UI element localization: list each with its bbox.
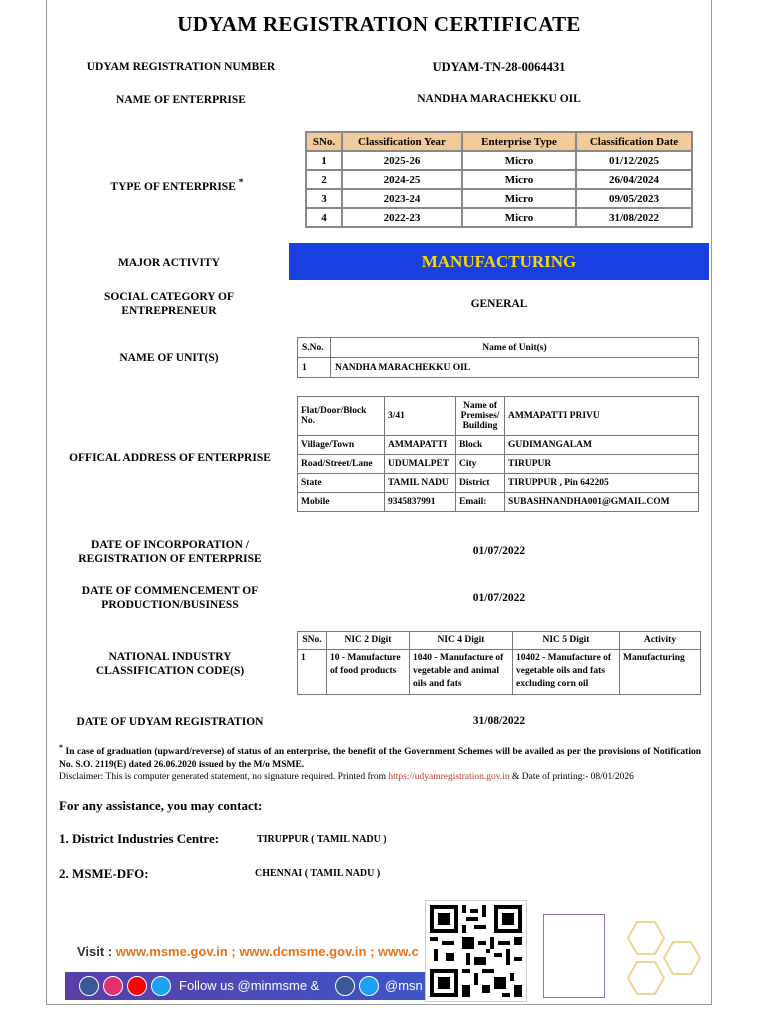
- table-cell: City: [456, 455, 505, 474]
- table-cell: 2: [306, 170, 342, 189]
- table-cell: 2025-26: [342, 151, 462, 170]
- table-cell: District: [456, 474, 505, 493]
- table-cell: AMMAPATTI PRIVU: [505, 397, 699, 436]
- type-of-enterprise-label: [77, 176, 277, 194]
- table-cell: Name of Premises/ Building: [456, 397, 505, 436]
- udyam-date-value: 31/08/2022: [472, 715, 526, 727]
- follow-suffix: @msn: [385, 978, 423, 993]
- table-cell: 26/04/2024: [576, 170, 692, 189]
- table-row: [298, 358, 699, 378]
- table-cell: Flat/Door/Block No.: [298, 397, 385, 436]
- dic-label: 1. District Industries Centre:: [59, 831, 220, 846]
- table-cell: 10402 - Manufacture of vegetable oils and fats excluding corn oil: [513, 650, 620, 695]
- table-cell: TAMIL NADU: [385, 474, 456, 493]
- classification-header-row: [306, 132, 692, 151]
- table-row: [298, 493, 699, 512]
- address-table: [297, 396, 699, 512]
- table-cell: Micro: [462, 170, 576, 189]
- twitter-icon[interactable]: [151, 976, 171, 996]
- reg-number-value: UDYAM-TN-28-0064431: [432, 60, 566, 74]
- table-row: [298, 338, 699, 358]
- table-cell: Road/Street/Lane: [298, 455, 385, 474]
- incorporation-line2: REGISTRATION OF ENTERPRISE: [78, 553, 262, 565]
- units-table: [297, 337, 699, 378]
- certificate-title: UDYAM REGISTRATION CERTIFICATE: [177, 12, 581, 36]
- type-label-text: TYPE OF ENTERPRISE: [110, 180, 236, 193]
- nic-label-line2: CLASSIFICATION CODE(S): [95, 665, 245, 677]
- table-cell: State: [298, 474, 385, 493]
- enterprise-name-label: NAME OF ENTERPRISE: [116, 94, 246, 106]
- unit-name-label: NAME OF UNIT(S): [119, 352, 219, 364]
- table-row: [298, 397, 699, 436]
- table-cell: Activity: [620, 632, 701, 650]
- classification-header: Classification Date: [576, 132, 692, 151]
- table-row: [306, 170, 692, 189]
- table-cell: NIC 5 Digit: [513, 632, 620, 650]
- table-cell: SUBASHNANDHA001@GMAIL.COM: [505, 493, 699, 512]
- visit-urls[interactable]: www.msme.gov.in ; www.dcmsme.gov.in ; www.c: [115, 944, 419, 959]
- table-cell: 1: [298, 650, 327, 695]
- incorporation-line1: DATE OF INCORPORATION /: [91, 539, 249, 551]
- classification-header: Classification Year: [342, 132, 462, 151]
- table-cell: 1: [306, 151, 342, 170]
- visit-line: [77, 944, 419, 959]
- nic-table: [297, 631, 701, 695]
- table-cell: SNo.: [298, 632, 327, 650]
- table-cell: Micro: [462, 151, 576, 170]
- table-cell: Mobile: [298, 493, 385, 512]
- table-cell: NANDHA MARACHEKKU OIL: [331, 358, 699, 378]
- disclaimer-suffix: & Date of printing:- 08/01/2026: [512, 772, 634, 782]
- table-cell: Micro: [462, 208, 576, 227]
- table-cell: Village/Town: [298, 436, 385, 455]
- table-cell: 1: [298, 358, 331, 378]
- address-label: OFFICAL ADDRESS OF ENTERPRISE: [69, 452, 271, 464]
- disclaimer: [59, 772, 709, 782]
- table-cell: 10 - Manufacture of food products: [327, 650, 410, 695]
- table-cell: 1040 - Manufacture of vegetable and animal oils and fats: [410, 650, 513, 695]
- table-cell: Manufacturing: [620, 650, 701, 695]
- table-cell: 09/05/2023: [576, 189, 692, 208]
- instagram-icon[interactable]: [103, 976, 123, 996]
- table-row: [298, 650, 701, 695]
- visit-label: Visit :: [77, 944, 113, 959]
- signature-box: [543, 914, 605, 998]
- table-cell: GUDIMANGALAM: [505, 436, 699, 455]
- table-cell: Email:: [456, 493, 505, 512]
- table-cell: 2022-23: [342, 208, 462, 227]
- social-category-label: [61, 290, 277, 318]
- twitter-icon[interactable]: [359, 976, 379, 996]
- classification-table: [305, 131, 693, 228]
- table-cell: TIRUPUR: [505, 455, 699, 474]
- table-cell: 4: [306, 208, 342, 227]
- table-cell: 9345837991: [385, 493, 456, 512]
- table-row: [298, 436, 699, 455]
- major-activity-label: MAJOR ACTIVITY: [118, 257, 220, 269]
- table-cell: NIC 2 Digit: [327, 632, 410, 650]
- table-row: [298, 474, 699, 493]
- incorporation-value: 01/07/2022: [472, 545, 526, 557]
- table-cell: 2024-25: [342, 170, 462, 189]
- table-cell: 31/08/2022: [576, 208, 692, 227]
- dfo-label: 2. MSME-DFO:: [59, 866, 149, 881]
- social-category-line2: ENTREPRENEUR: [121, 305, 217, 317]
- nic-label-line1: NATIONAL INDUSTRY: [108, 651, 232, 663]
- disclaimer-prefix: Disclaimer: This is computer generated statement, no signature required. Printed from: [59, 772, 386, 782]
- table-row: [306, 189, 692, 208]
- commencement-label: [57, 584, 283, 612]
- commencement-value: 01/07/2022: [472, 592, 526, 604]
- commencement-line2: PRODUCTION/BUSINESS: [101, 599, 239, 611]
- commencement-line1: DATE OF COMMENCEMENT OF: [81, 585, 259, 597]
- table-cell: NIC 4 Digit: [410, 632, 513, 650]
- assistance-heading: For any assistance, you may contact:: [59, 798, 263, 813]
- table-row: [306, 208, 692, 227]
- facebook-icon[interactable]: [79, 976, 99, 996]
- table-cell: 2023-24: [342, 189, 462, 208]
- table-cell: Micro: [462, 189, 576, 208]
- youtube-icon[interactable]: [127, 976, 147, 996]
- udyam-date-label: DATE OF UDYAM REGISTRATION: [76, 716, 264, 728]
- reg-number-label: UDYAM REGISTRATION NUMBER: [86, 61, 276, 73]
- hexagon-decoration: [607, 912, 711, 1004]
- table-row: [306, 151, 692, 170]
- table-row: [298, 455, 699, 474]
- table-cell: Name of Unit(s): [331, 338, 699, 358]
- note-text: In case of graduation (upward/reverse) of status of an enterprise, the benefit of the Government Schemes will be availed as per the provisions of Notification No. S.O. 2119(E) dated 26.06.2020 issued by the M/o MSME.: [59, 747, 701, 771]
- table-cell: S.No.: [298, 338, 331, 358]
- facebook-icon[interactable]: [335, 976, 355, 996]
- major-activity-value: MANUFACTURING: [289, 243, 709, 280]
- dfo-value: CHENNAI ( TAMIL NADU ): [255, 868, 381, 879]
- social-category-line1: SOCIAL CATEGORY OF: [104, 291, 234, 303]
- table-cell: 3: [306, 189, 342, 208]
- classification-header: SNo.: [306, 132, 342, 151]
- table-cell: Block: [456, 436, 505, 455]
- certificate-page: [46, 0, 712, 1005]
- enterprise-name-value: NANDHA MARACHEKKU OIL: [417, 93, 581, 105]
- udyam-portal-link[interactable]: https://udyamregistration.gov.in: [388, 772, 510, 782]
- note-asterisk: *: [59, 743, 63, 752]
- classification-header: Enterprise Type: [462, 132, 576, 151]
- follow-text: Follow us @minmsme &: [179, 978, 320, 993]
- table-row: [298, 632, 701, 650]
- table-cell: TIRUPPUR , Pin 642205: [505, 474, 699, 493]
- table-cell: 01/12/2025: [576, 151, 692, 170]
- incorporation-label: [57, 538, 283, 566]
- social-category-value: GENERAL: [470, 298, 528, 310]
- table-cell: 3/41: [385, 397, 456, 436]
- graduation-note: [59, 741, 701, 772]
- table-cell: AMMAPATTI: [385, 436, 456, 455]
- dic-value: TIRUPPUR ( TAMIL NADU ): [257, 834, 387, 845]
- qr-code: [425, 900, 527, 1002]
- table-cell: UDUMALPET: [385, 455, 456, 474]
- type-label-asterisk: *: [238, 177, 244, 188]
- nic-label: [57, 650, 283, 678]
